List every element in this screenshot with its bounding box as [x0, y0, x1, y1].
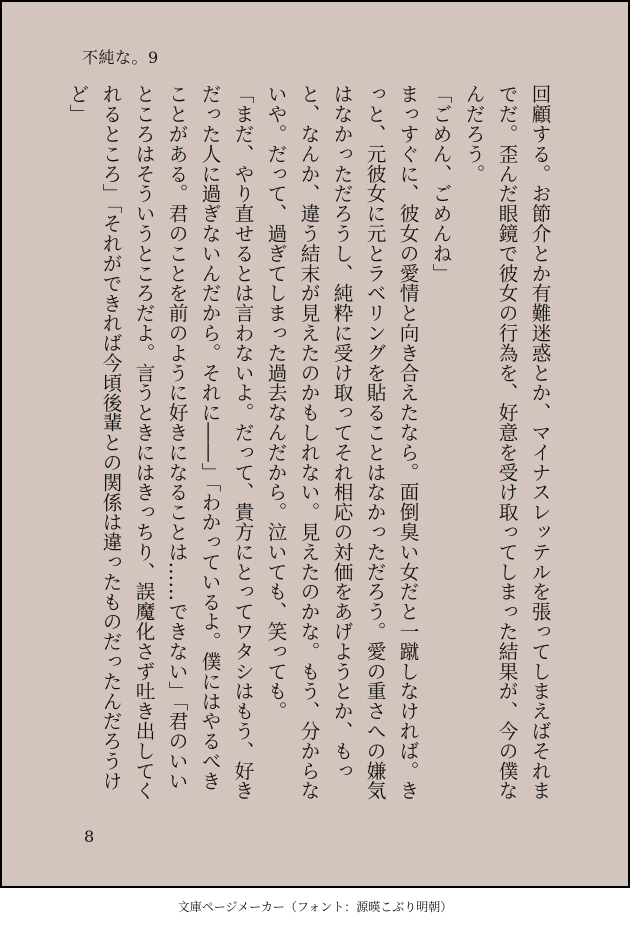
- paragraph: 「まだ、やり直せるとは言わないよ。だって、貴方にとってワタシはもう、好きだった人に過ぎないんだから。それに――」「わかっているよ。僕にはやるべきことがある。君のことを前のように好きになることは……できない」「君のいいところはそういうところだよ。言うときにはきっちり、誤魔化さず吐き出してくれるところ」「それができれば今頃後輩との関係は違ったものだったんだろうけど」: [66, 84, 254, 801]
- vertical-body-text: [61, 84, 556, 804]
- paragraph: 「ごめん、ごめんね」: [429, 84, 452, 283]
- chapter-header: 不純な。9: [82, 48, 159, 67]
- paragraph: まっすぐに、彼女の愛情と向き合えたなら。面倒臭い女だと一蹴しなければ。きっと、元彼女に元とラベリングを貼ることはなかっただろう。愛の重さへの嫌気はなかっただろうし、純粋に受け取ってそれ相応の対価をあげようとか、もっと、なんか、違う結末が見えたのかもしれない。見えたのかな。もう、分からないや。だって、過ぎてしまった過去なんだから。泣いても、笑っても。: [264, 84, 419, 801]
- footer-caption: 文庫ページメーカー（フォント：源暎こぶり明朝）: [177, 900, 453, 914]
- page-number: 8: [84, 827, 95, 846]
- paragraph: 回顧する。お節介とか有難迷惑とか、マイナスレッテルを張ってしまえばそれまでだ。歪んだ眼鏡で彼女の行為を、好意を受け取ってしまった結果が、今の僕なんだろう。: [462, 84, 551, 801]
